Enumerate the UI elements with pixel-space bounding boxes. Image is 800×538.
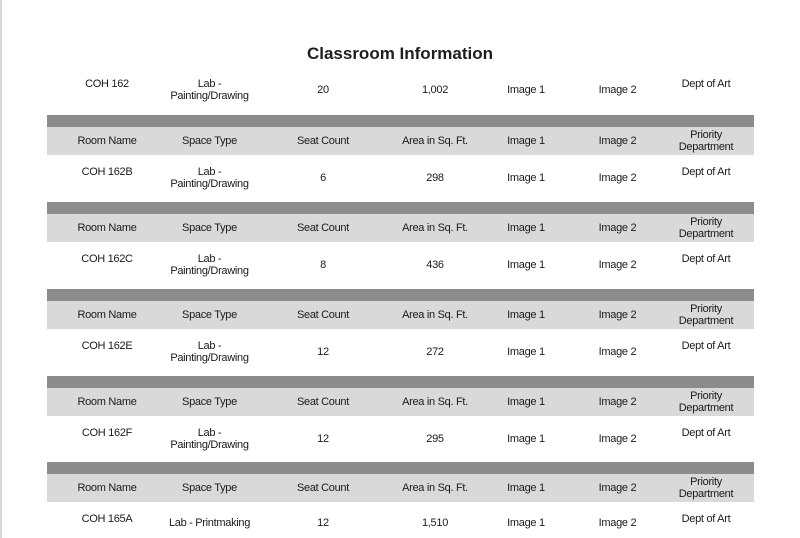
image1-link[interactable]: Image 1: [507, 517, 545, 529]
seat-count-cell: 12: [317, 517, 329, 529]
col-header-image2: Image 2: [598, 222, 637, 234]
image1-link[interactable]: Image 1: [507, 84, 545, 96]
seat-count-cell: 20: [317, 84, 329, 96]
space-type-line2: Painting/Drawing: [170, 439, 249, 451]
priority-dept-cell: Dept of Art: [681, 427, 731, 439]
section-band: [47, 462, 754, 474]
col-header-image1: Image 1: [507, 135, 545, 147]
col-header-area: Area in Sq. Ft.: [402, 222, 468, 234]
space-type-cell: [152, 249, 267, 281]
priority-dept-cell: Dept of Art: [681, 166, 731, 178]
priority-label: Priority: [690, 129, 722, 141]
col-header-seat-count: Seat Count: [296, 482, 350, 494]
room-name-cell: COH 165A: [81, 513, 133, 525]
seat-count-cell: 6: [320, 172, 326, 184]
priority-dept-cell: Dept of Art: [681, 253, 731, 265]
col-header-room-name: Room Name: [77, 309, 137, 321]
space-type-line1: Lab -: [197, 166, 222, 178]
col-header-area: Area in Sq. Ft.: [402, 135, 468, 147]
space-type-line2: Painting/Drawing: [170, 265, 249, 277]
space-type-line1: Lab -: [197, 78, 222, 90]
table-row: [47, 162, 754, 194]
page-title: Classroom Information: [306, 44, 494, 63]
image2-link[interactable]: Image 2: [598, 172, 637, 184]
col-header-space-type: Space Type: [182, 309, 237, 321]
image1-link[interactable]: Image 1: [507, 172, 545, 184]
image2-link[interactable]: Image 2: [598, 433, 637, 445]
table-row: [47, 74, 754, 106]
section-band: [47, 202, 754, 214]
col-header-room-name: Room Name: [77, 482, 137, 494]
col-header-space-type: Space Type: [182, 396, 237, 408]
space-type-cell: [152, 336, 267, 368]
col-header-room-name: Room Name: [77, 396, 137, 408]
table-header-row: [47, 214, 754, 242]
table-row: [47, 423, 754, 455]
department-label: Department: [678, 488, 734, 500]
priority-label: Priority: [690, 216, 722, 228]
space-type-line2: Painting/Drawing: [170, 178, 249, 190]
space-type-line1: Lab -: [197, 427, 222, 439]
col-header-seat-count: Seat Count: [296, 135, 350, 147]
space-type-line2: Painting/Drawing: [170, 352, 249, 364]
col-header-image2: Image 2: [598, 309, 637, 321]
room-name-cell: COH 162F: [81, 427, 133, 439]
col-header-priority-dept: [658, 474, 754, 502]
space-type-line2: Painting/Drawing: [170, 90, 249, 102]
col-header-image1: Image 1: [507, 309, 545, 321]
col-header-area: Area in Sq. Ft.: [402, 309, 468, 321]
seat-count-cell: 8: [320, 259, 326, 271]
priority-dept-cell: Dept of Art: [681, 340, 731, 352]
col-header-area: Area in Sq. Ft.: [402, 482, 468, 494]
room-name-cell: COH 162C: [81, 253, 133, 265]
table-header-row: [47, 301, 754, 329]
area-cell: 295: [426, 433, 444, 445]
col-header-room-name: Room Name: [77, 222, 137, 234]
image1-link[interactable]: Image 1: [507, 346, 545, 358]
table-row: [47, 249, 754, 281]
col-header-image1: Image 1: [507, 482, 545, 494]
section-band: [47, 115, 754, 127]
col-header-space-type: Space Type: [182, 135, 237, 147]
seat-count-cell: 12: [317, 346, 329, 358]
priority-label: Priority: [690, 303, 722, 315]
image1-link[interactable]: Image 1: [507, 259, 545, 271]
col-header-image2: Image 2: [598, 482, 637, 494]
col-header-image1: Image 1: [507, 222, 545, 234]
department-label: Department: [678, 315, 734, 327]
space-type-line1: Lab -: [197, 253, 222, 265]
area-cell: 1,002: [421, 84, 449, 96]
priority-label: Priority: [690, 390, 722, 402]
col-header-seat-count: Seat Count: [296, 309, 350, 321]
area-cell: 272: [426, 346, 444, 358]
space-type-cell: Lab - Printmaking: [168, 517, 251, 529]
table-header-row: [47, 388, 754, 416]
table-row: [47, 336, 754, 368]
priority-label: Priority: [690, 476, 722, 488]
table-header-row: [47, 474, 754, 502]
image2-link[interactable]: Image 2: [598, 346, 637, 358]
col-header-area: Area in Sq. Ft.: [402, 396, 468, 408]
col-header-seat-count: Seat Count: [296, 396, 350, 408]
room-name-cell: COH 162B: [81, 166, 133, 178]
col-header-priority-dept: [658, 214, 754, 242]
space-type-line1: Lab -: [197, 340, 222, 352]
room-name-cell: COH 162: [85, 78, 129, 90]
area-cell: 436: [426, 259, 444, 271]
area-cell: 298: [426, 172, 444, 184]
col-header-priority-dept: [658, 127, 754, 155]
image2-link[interactable]: Image 2: [598, 84, 637, 96]
table-header-row: [47, 127, 754, 155]
seat-count-cell: 12: [317, 433, 329, 445]
image2-link[interactable]: Image 2: [598, 517, 637, 529]
image1-link[interactable]: Image 1: [507, 433, 545, 445]
department-label: Department: [678, 228, 734, 240]
space-type-cell: [152, 423, 267, 455]
col-header-seat-count: Seat Count: [296, 222, 350, 234]
priority-dept-cell: Dept of Art: [681, 513, 731, 525]
table-row: [47, 509, 754, 537]
col-header-space-type: Space Type: [182, 482, 237, 494]
space-type-cell: [152, 162, 267, 194]
col-header-room-name: Room Name: [77, 135, 137, 147]
section-band: [47, 376, 754, 388]
room-name-cell: COH 162E: [81, 340, 133, 352]
col-header-image2: Image 2: [598, 396, 637, 408]
col-header-priority-dept: [658, 301, 754, 329]
page-left-edge: [0, 0, 2, 538]
area-cell: 1,510: [421, 517, 449, 529]
col-header-image2: Image 2: [598, 135, 637, 147]
col-header-space-type: Space Type: [182, 222, 237, 234]
priority-dept-cell: Dept of Art: [681, 78, 731, 90]
image2-link[interactable]: Image 2: [598, 259, 637, 271]
department-label: Department: [678, 141, 734, 153]
col-header-image1: Image 1: [507, 396, 545, 408]
section-band: [47, 289, 754, 301]
department-label: Department: [678, 402, 734, 414]
space-type-cell: [152, 74, 267, 106]
col-header-priority-dept: [658, 388, 754, 416]
